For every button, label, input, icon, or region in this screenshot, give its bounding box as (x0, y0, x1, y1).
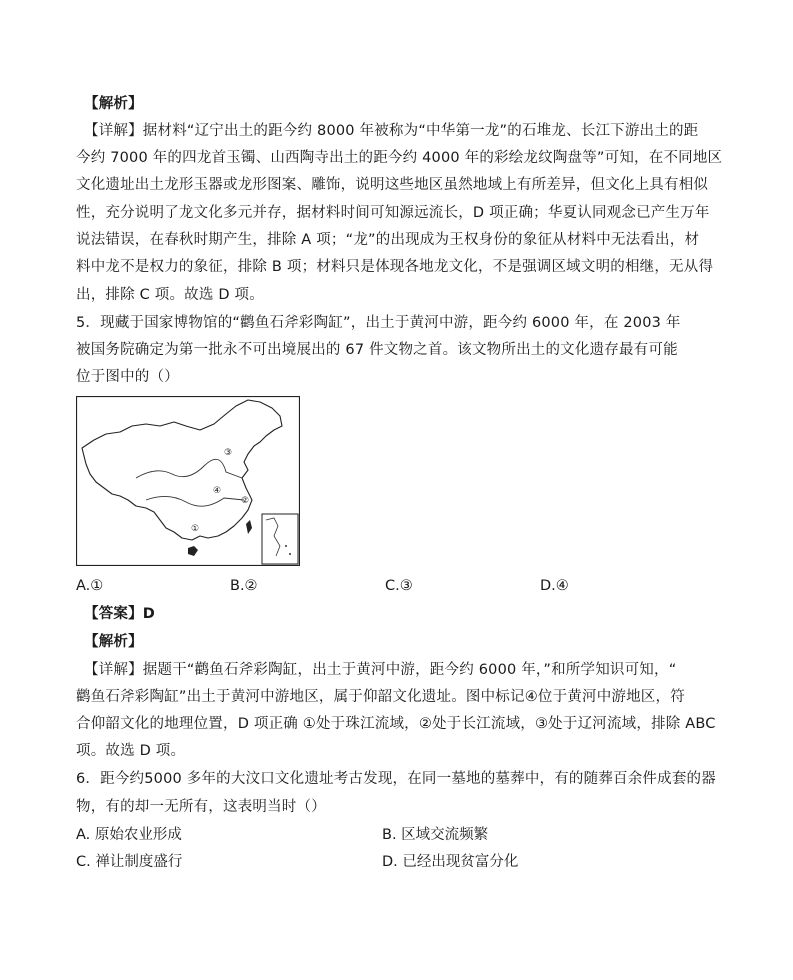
question-5-stem: 被国务院确定为第一批永不可出境展出的 67 件文物之首。该文物所出土的文化遗存最有可能 (76, 342, 678, 358)
analysis-line: 鹳鱼石斧彩陶缸”出土于黄河中游地区，属于仰韶文化遗址。图中标记④位于黄河中游地区，符 (76, 689, 685, 705)
map-marker-1: ① (191, 524, 200, 534)
option-d: D.④ (540, 578, 569, 594)
analysis-line: 出，排除 C 项。故选 D 项。 (76, 287, 264, 303)
question-5-stem: 位于图中的（） (76, 369, 179, 385)
option-a: A. 原始农业形成 (76, 827, 182, 843)
china-map-figure (76, 396, 300, 566)
option-b: B. 区域交流频繁 (382, 827, 489, 843)
analysis-line: 说法错误，在春秋时期产生，排除 A 项；“龙”的出现成为王权身份的象征从材料中无法看出，材 (76, 232, 700, 248)
question-6-stem: 物，有的却一无所有，这表明当时（） (76, 799, 326, 815)
map-marker-4: ④ (213, 486, 222, 496)
question-5-stem: 5．现藏于国家博物馆的“鹳鱼石斧彩陶缸”，出土于黄河中游，距今约 6000 年，在 2003 年 (76, 315, 681, 331)
analysis-line: 文化遗址出土龙形玉器或龙形图案、雕饰，说明这些地区虽然地域上有所差异，但文化上具有相似 (76, 177, 709, 193)
map-marker-3: ③ (224, 448, 233, 458)
option-b: B.② (230, 578, 258, 594)
analysis-line: 合仰韶文化的地理位置，D 项正确 ①处于珠江流域，②处于长江流域，③处于辽河流域，排除 ABC (76, 716, 716, 732)
option-a: A.① (76, 578, 104, 594)
analysis-label: 【解析】 (84, 634, 143, 650)
analysis-label: 【解析】 (84, 96, 143, 112)
question-6-stem: 6．距今约5000 多年的大汶口文化遗址考古发现，在同一墓地的墓葬中，有的随葬百余件成套的器 (76, 771, 716, 787)
analysis-line: 今约 7000 年的四龙首玉镯、山西陶寺出土的距今约 4000 年的彩绘龙纹陶盘等”可知，在不同地区 (76, 150, 723, 166)
map-marker-2: ② (241, 496, 250, 506)
analysis-line: 性，充分说明了龙文化多元并存，据材料时间可知源远流长，D 项正确；华夏认同观念已产生万年 (76, 205, 710, 221)
analysis-line: 项。故选 D 项。 (76, 743, 186, 759)
analysis-line: 【详解】据材料“辽宁出土的距今约 8000 年被称为“中华第一龙”的石堆龙、长江下游出土的距 (84, 123, 699, 139)
option-d: D. 已经出现贫富分化 (382, 854, 519, 870)
answer-label: 【答案】D (84, 606, 156, 622)
china-outline-map (76, 396, 300, 566)
option-c: C. 禅让制度盛行 (76, 854, 183, 870)
analysis-line: 【详解】据题干“鹳鱼石斧彩陶缸，出土于黄河中游，距今约 6000 年，”和所学知识可知，“ (84, 662, 677, 678)
analysis-line: 料中龙不是权力的象征，排除 B 项；材料只是体现各地龙文化，不是强调区域文明的相继，无从得 (76, 259, 714, 275)
option-c: C.③ (385, 578, 413, 594)
